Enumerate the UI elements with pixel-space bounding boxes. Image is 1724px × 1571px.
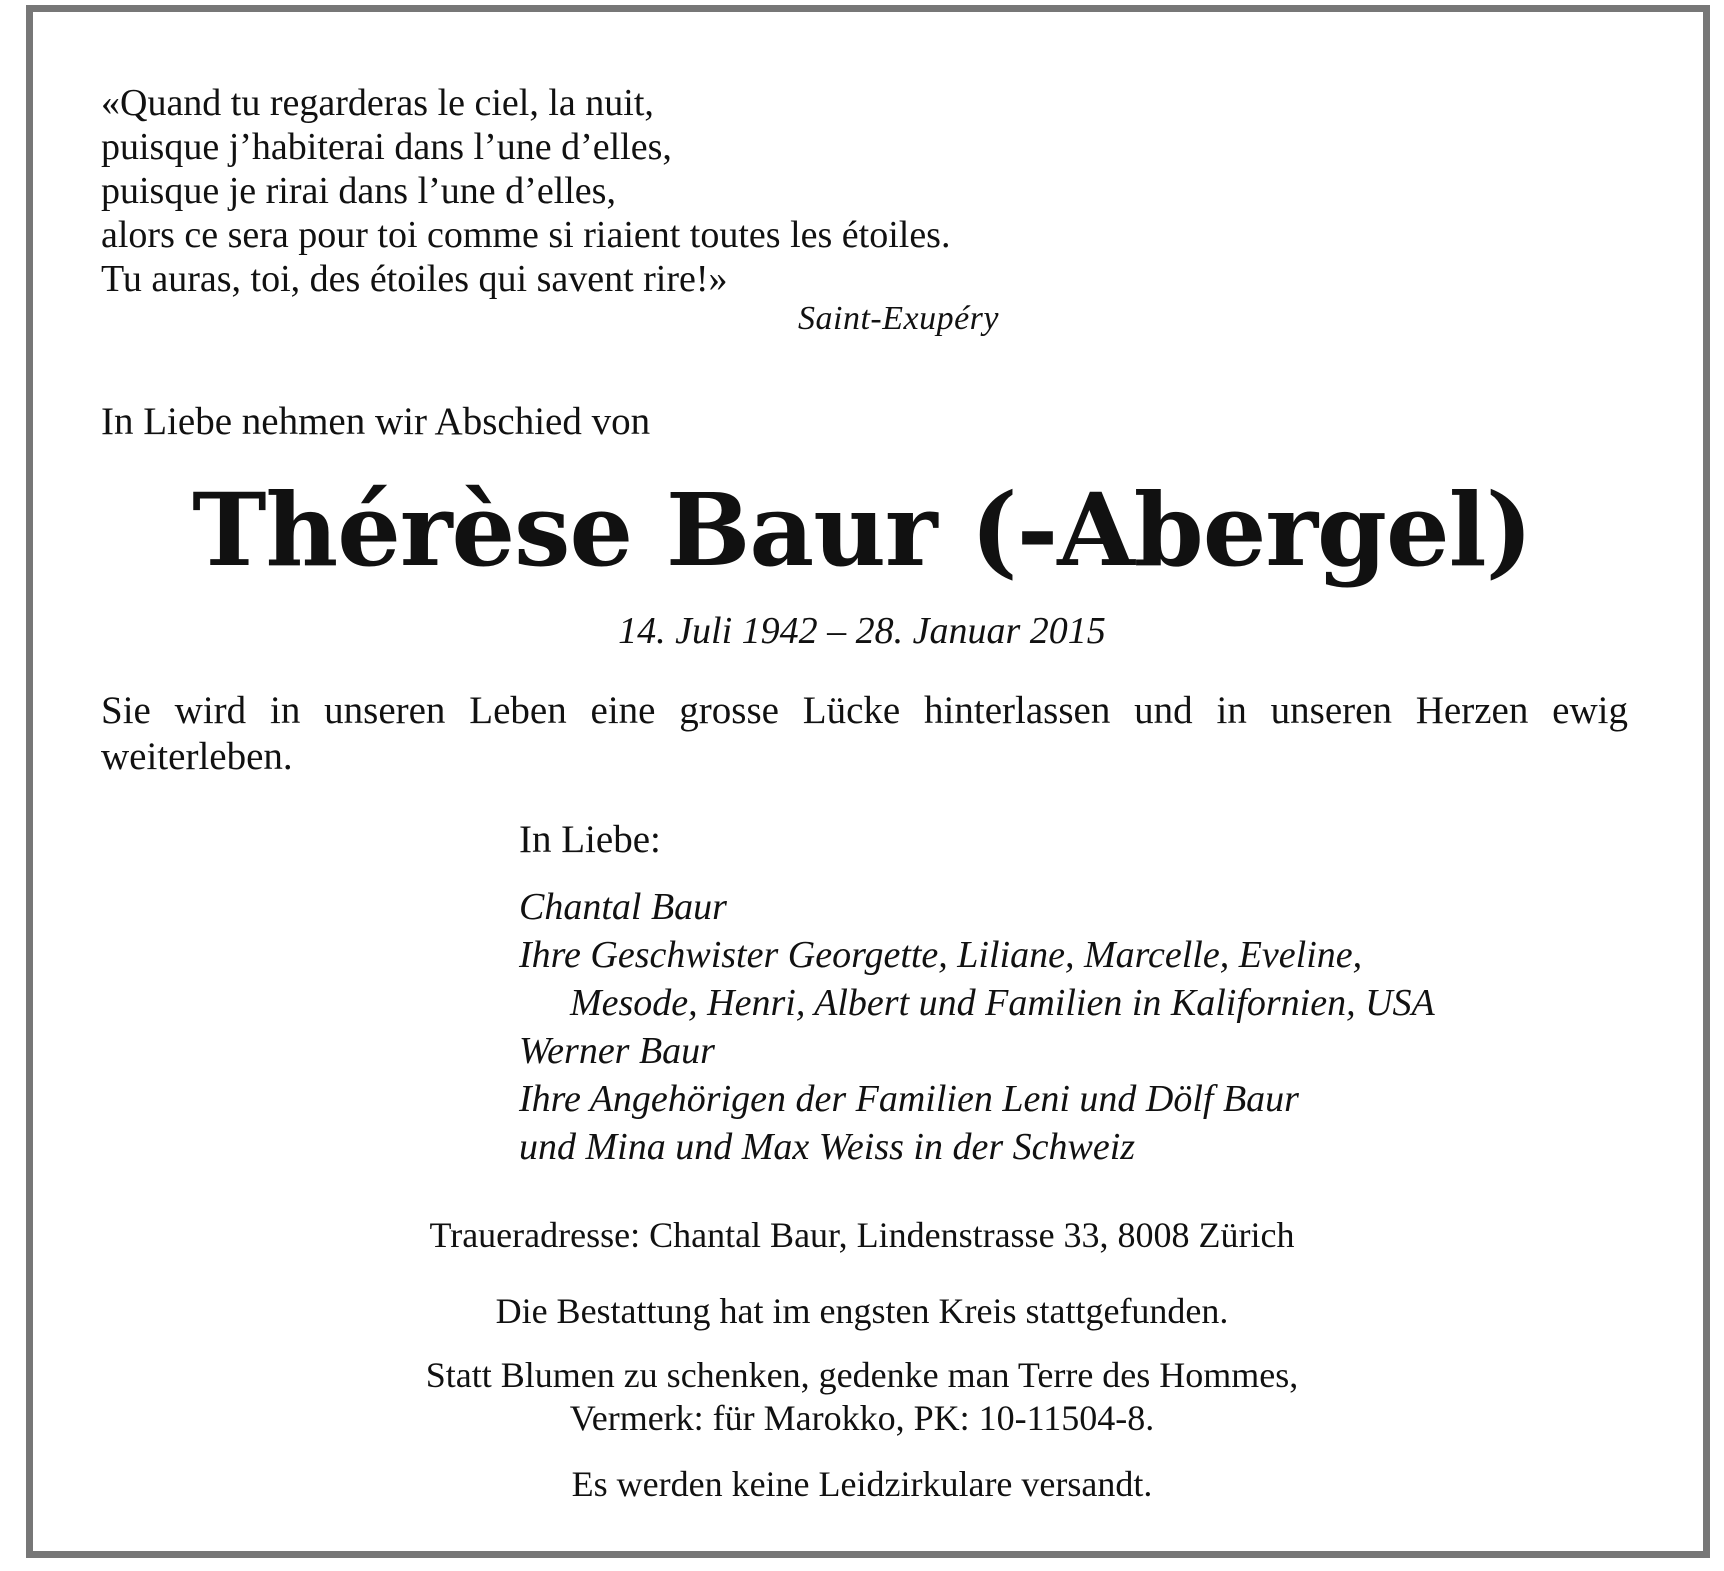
mourners-label: In Liebe:: [519, 818, 661, 861]
donation-notice-line-2: Vermerk: für Marokko, PK: 10-11504-8.: [569, 1398, 1155, 1438]
intro-text: In Liebe nehmen wir Abschied von: [101, 400, 651, 443]
quote-line-4: alors ce sera pour toi comme si riaient toutes les étoiles.: [101, 214, 951, 256]
quote-author: Saint-Exupéry: [798, 300, 999, 337]
mourner-line-1: Chantal Baur: [519, 886, 727, 928]
mourner-line-3: Mesode, Henri, Albert und Familien in Kalifornien, USA: [570, 982, 1435, 1024]
life-dates: 14. Juli 1942 – 28. Januar 2015: [618, 610, 1106, 652]
quote-line-5: Tu auras, toi, des étoiles qui savent rire!»: [101, 258, 728, 300]
no-circulars-notice: Es werden keine Leidzirkulare versandt.: [571, 1464, 1153, 1504]
funeral-notice: Die Bestattung hat im engsten Kreis stattgefunden.: [495, 1291, 1229, 1331]
deceased-name: Thérèse Baur (-Abergel): [192, 471, 1532, 589]
mourner-line-6: und Mina und Max Weiss in der Schweiz: [519, 1126, 1136, 1168]
quote-line-2: puisque j’habiterai dans l’une d’elles,: [101, 126, 672, 168]
memorial-message: Sie wird in unseren Leben eine grosse Lücke hinterlassen und in unseren Herzen ewig weiterleben.: [101, 689, 1628, 778]
mourner-line-2: Ihre Geschwister Georgette, Liliane, Marcelle, Eveline,: [519, 934, 1363, 976]
mourning-address: Traueradresse: Chantal Baur, Lindenstrasse 33, 8008 Zürich: [429, 1215, 1295, 1255]
quote-line-3: puisque je rirai dans l’une d’elles,: [101, 170, 616, 212]
mourner-line-4: Werner Baur: [519, 1030, 715, 1072]
quote-line-1: «Quand tu regarderas le ciel, la nuit,: [101, 82, 654, 124]
mourner-line-5: Ihre Angehörigen der Familien Leni und Dölf Baur: [519, 1078, 1299, 1120]
donation-notice-line-1: Statt Blumen zu schenken, gedenke man Terre des Hommes,: [425, 1355, 1299, 1395]
